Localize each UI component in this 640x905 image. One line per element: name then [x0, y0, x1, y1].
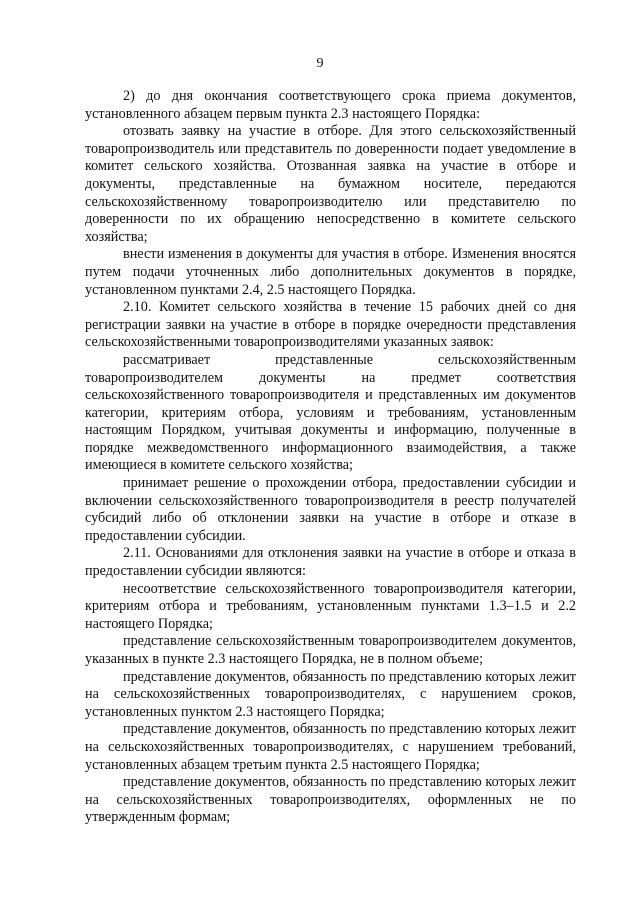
paragraph-ground-incomplete: представление сельскохозяйственным товаропроизводителем документов, указанных в пункте 2.3 настоящего Порядка, не в полном объеме;: [85, 633, 576, 667]
paragraph-section-2-10: 2.10. Комитет сельского хозяйства в течение 15 рабочих дней со дня регистрации заявки на участие в отборе в порядке очередности представления сельскохозяйственными товаропроизводителями указанных заявок:: [85, 299, 576, 351]
paragraph-ground-noncompliance: несоответствие сельскохозяйственного товаропроизводителя категории, критериям отбора и требованиям, установленным пунктами 1.3–1.5 и 2.2 настоящего Порядка;: [85, 580, 576, 632]
paragraph-item-2: 2) до дня окончания соответствующего срока приема документов, установленного абзацем первым пункта 2.3 настоящего Порядка:: [85, 88, 576, 122]
paragraph-ground-forms: представление документов, обязанность по представлению которых лежит на сельскохозяйственных товаропроизводителях, оформленных не по утвержденным формам;: [85, 774, 576, 826]
paragraph-reviews-documents: рассматривает представленные сельскохозяйственным товаропроизводителем документы на предмет соответствия сельскохозяйственного товаропроизводителя и представленных им документов категории, критериям отбора, условиям и требованиям, установленным настоящим Порядком, учитывая документы и информацию, полученные в порядке межведомственного информационного взаимодействия, а также имеющиеся в комитете сельского хозяйства;: [85, 351, 576, 474]
paragraph-section-2-11: 2.11. Основаниями для отклонения заявки на участие в отборе и отказа в предоставлении субсидии являются:: [85, 545, 576, 580]
paragraph-ground-requirements: представление документов, обязанность по представлению которых лежит на сельскохозяйственных товаропроизводителях, с нарушением требований, установленных абзацем третьим пункта 2.5 настоящего Порядка;: [85, 721, 576, 773]
paragraph-ground-deadline: представление документов, обязанность по представлению которых лежит на сельскохозяйственных товаропроизводителях, с нарушением сроков, установленных пунктом 2.3 настоящего Порядка;: [85, 668, 576, 720]
paragraph-revoke-application: отозвать заявку на участие в отборе. Для этого сельскохозяйственный товаропроизводитель или представитель по доверенности подает уведомление в комитет сельского хозяйства. Отозванная заявка на участие в отборе и документы, представленные на бумажном носителе, передаются сельскохозяйственному товаропроизводителю или представителю по доверенности по их обращению непосредственно в комитете сельского хозяйства;: [85, 123, 576, 245]
paragraph-amend-documents: внести изменения в документы для участия в отборе. Изменения вносятся путем подачи уточненных либо дополнительных документов в порядке, установленном пунктами 2.4, 2.5 настоящего Порядка.: [85, 246, 576, 298]
document-body: [85, 88, 576, 827]
page-number: 9: [316, 56, 324, 71]
paragraph-makes-decision: принимает решение о прохождении отбора, предоставлении субсидии и включении сельскохозяйственного товаропроизводителя в реестр получателей субсидий либо об отклонении заявки на участие в отборе и отказе в предоставлении субсидии.: [85, 475, 576, 544]
